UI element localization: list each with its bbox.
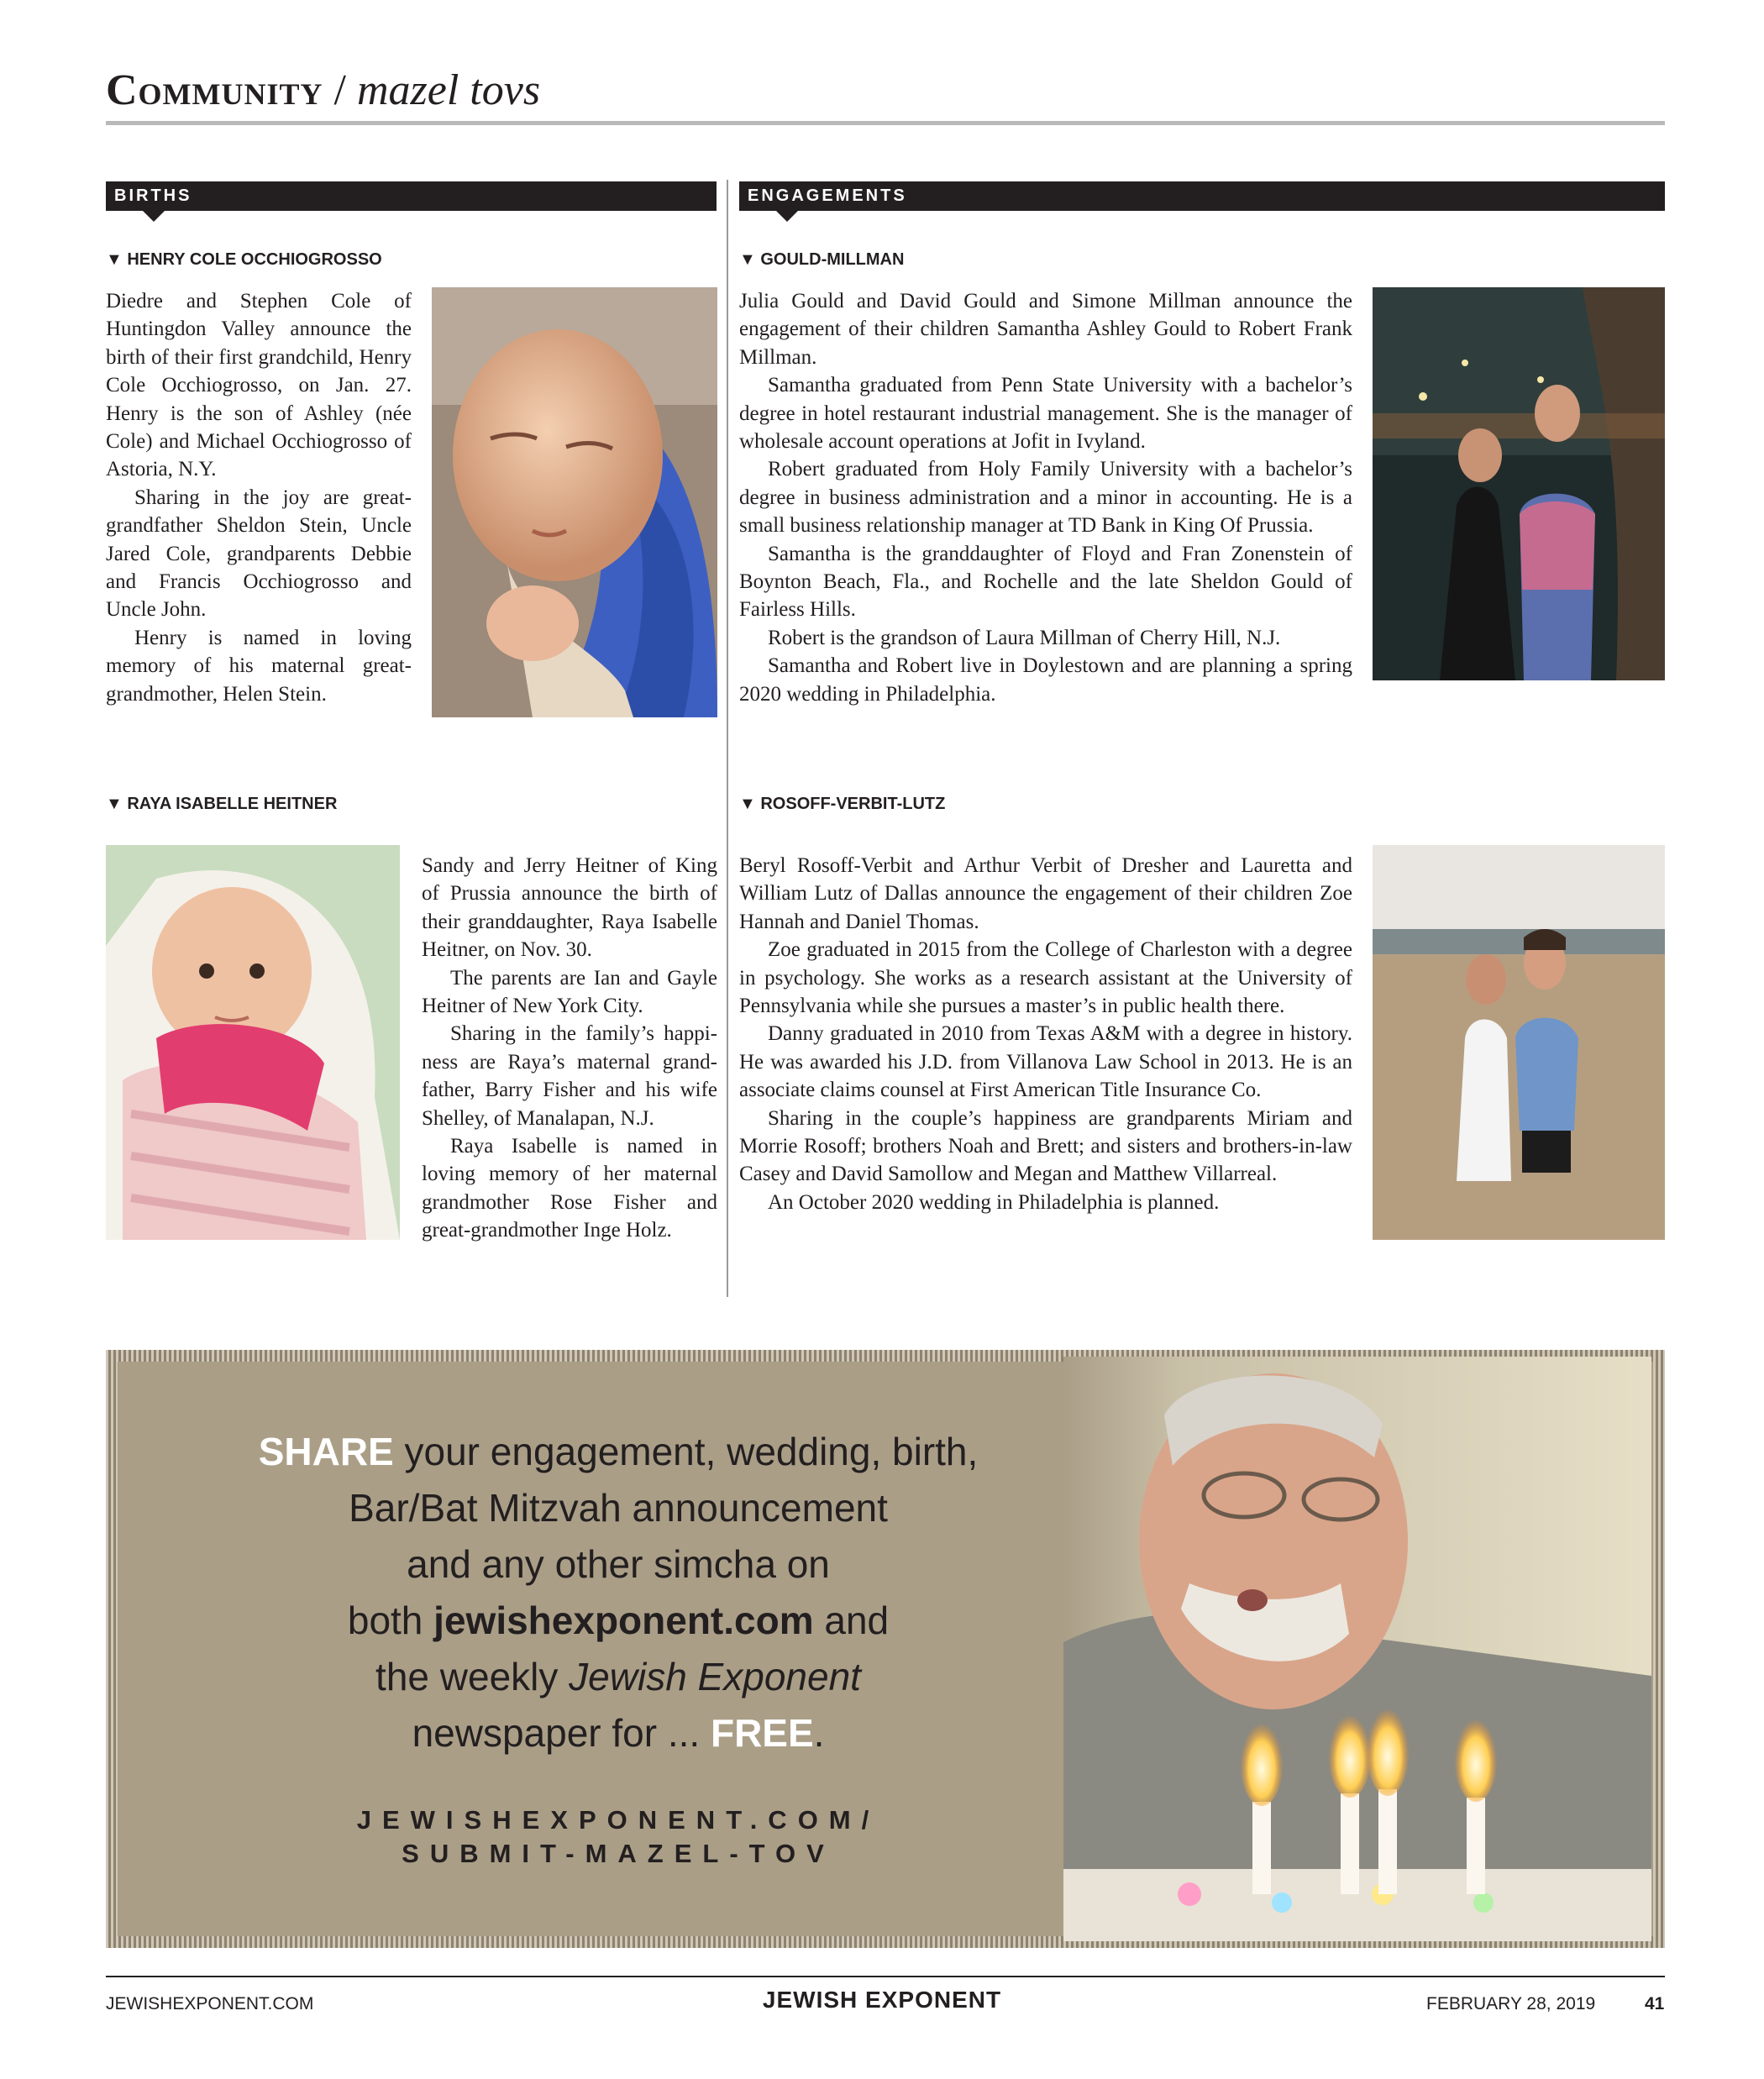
article-paragraph: Samantha and Robert live in Doylestown and are planning a spring 2020 wedding in Philadelphia. — [739, 654, 1352, 706]
submit-mazel-tov-ad[interactable] — [106, 1350, 1665, 1948]
ad-line: both — [347, 1599, 434, 1642]
page-number: 41 — [1645, 1994, 1665, 2013]
section-bar-pointer — [776, 211, 798, 222]
ad-line: Bar/Bat Mitzvah announcement — [349, 1486, 888, 1530]
birth-article — [422, 852, 717, 1245]
engagements-section-bar — [739, 181, 1665, 211]
masthead — [106, 66, 540, 116]
title-separator: / — [323, 66, 357, 114]
masthead-rule — [106, 121, 1665, 125]
engagements-section-label: ENGAGEMENTS — [748, 186, 907, 205]
article-paragraph: Sharing in the joy are great-grandfather Sheldon Stein, Uncle Jared Cole, grandparents Debbie and Francis Occhiogrosso and Uncle John. — [106, 486, 412, 622]
article-paragraph: Robert is the grandson of Laura Millman of Cherry Hill, N.J. — [768, 626, 1281, 649]
article-paragraph: Julia Gould and David Gould and Simone Millman announce the engagement of their children Samantha Ashley Gould to Robert Frank Millman. — [739, 290, 1352, 369]
footer-rule — [106, 1976, 1665, 1977]
birth-article — [106, 287, 412, 708]
article-paragraph: Samantha graduated from Penn State University with a bachelor’s degree in hotel restaurant industrial management. She is the manager of wholesale account operations at Jofit in Ivyland. — [739, 374, 1352, 454]
ad-share-word: SHARE — [258, 1430, 394, 1473]
article-paragraph: Zoe graduated in 2015 from the College of Charleston with a degree in psychology. She works as a research assistant at the University of Pennsylvania while she pursues a master’s in public health there. — [739, 938, 1352, 1018]
ad-url-line: SUBMIT-MAZEL-TOV — [402, 1839, 835, 1868]
couple-photo — [1373, 287, 1665, 680]
newborn-photo — [106, 845, 400, 1240]
birthday-candles-photo — [1063, 1357, 1651, 1941]
subsection-title: mazel tovs — [356, 66, 541, 114]
article-paragraph: Robert graduated from Holy Family University with a bachelor’s degree in business administration and a minor in accounting. He is a small business relationship manager at TD Bank in King Of Prussia. — [739, 458, 1352, 538]
engagement-article — [739, 852, 1352, 1216]
ad-free-word: FREE — [710, 1711, 814, 1755]
ad-line: and — [813, 1599, 890, 1642]
article-paragraph: An October 2020 wedding in Philadelphia is planned. — [768, 1190, 1220, 1214]
birth-heading: ▼ HENRY COLE OCCHIOGROSSO — [106, 250, 382, 269]
article-paragraph: Henry is named in loving memory of his maternal great-grandmother, Helen Stein. — [106, 626, 412, 706]
article-paragraph: Raya Isabelle is named in loving memory of her maternal grandmother Rose Fisher and great-grandmother Inge Holz. — [422, 1135, 717, 1242]
ad-line: and any other simcha on — [407, 1542, 830, 1586]
birth-heading: ▼ RAYA ISABELLE HEITNER — [106, 795, 338, 813]
article-paragraph: The parents are Ian and Gayle Heitner of New York City. — [422, 966, 717, 1018]
couple-photo — [1373, 845, 1665, 1240]
births-section-bar — [106, 181, 717, 211]
article-paragraph: Sharing in the family’s happiness are Raya’s maternal grandfather, Barry Fisher and his wife Shelley, of Manalapan, N.J. — [422, 1022, 717, 1130]
newborn-photo — [432, 287, 717, 717]
ad-submit-url[interactable] — [156, 1803, 1080, 1871]
births-section-label: BIRTHS — [114, 186, 192, 205]
ad-line: . — [813, 1711, 825, 1755]
ad-url-line: JEWISHEXPONENT.COM/ — [356, 1805, 880, 1835]
article-paragraph: Beryl Rosoff-Verbit and Arthur Verbit of Dresher and Lauretta and William Lutz of Dallas announce the engagement of their children Zoe Hannah and Daniel Thomas. — [739, 854, 1352, 933]
ad-website[interactable]: jewishexponent.com — [433, 1599, 814, 1642]
footer-site[interactable]: JEWISHEXPONENT.COM — [106, 1994, 314, 2013]
article-paragraph: Samantha is the granddaughter of Floyd and Fran Zonenstein of Boynton Beach, Fla., and Rochelle and the late Sheldon Gould of Fairless Hills. — [739, 542, 1352, 622]
article-paragraph: Diedre and Stephen Cole of Huntingdon Valley announce the birth of their first grandchild, Henry Cole Occhiogrosso, on Jan. 27. Henry is the son of Ashley (née Cole) and Michael Occhiogrosso of Astoria, N.Y. — [106, 290, 412, 481]
column-divider — [727, 180, 728, 1297]
article-paragraph: Sharing in the couple’s happiness are grandparents Miriam and Morrie Rosoff; brothers Noah and Brett; and sisters and brothers-in-law Casey and David Samollow and Megan and Matthew Villarreal. — [739, 1106, 1352, 1186]
engagement-article — [739, 287, 1352, 708]
footer-date: FEBRUARY 28, 2019 — [1426, 1994, 1596, 2013]
footer-publication: JEWISH EXPONENT — [762, 1987, 1002, 2013]
engagement-heading: ▼ ROSOFF-VERBIT-LUTZ — [739, 795, 946, 813]
ad-message — [156, 1424, 1080, 1761]
ad-publication-name: Jewish Exponent — [569, 1655, 861, 1698]
ad-line: the weekly — [375, 1655, 570, 1698]
section-title: Community — [106, 66, 323, 114]
ad-line: your engagement, wedding, birth, — [393, 1430, 979, 1473]
ad-line: newspaper for ... — [412, 1711, 711, 1755]
engagement-heading: ▼ GOULD-MILLMAN — [739, 250, 905, 269]
article-paragraph: Danny graduated in 2010 from Texas A&M with a degree in history. He was awarded his J.D. from Villanova Law School in 2013. He is an associate claims counsel at First American Title Insurance Co. — [739, 1022, 1352, 1102]
section-bar-pointer — [143, 211, 165, 222]
article-paragraph: Sandy and Jerry Heitner of King of Prussia announce the birth of their granddaughter, Raya Isabelle Heitner, on Nov. 30. — [422, 854, 717, 962]
